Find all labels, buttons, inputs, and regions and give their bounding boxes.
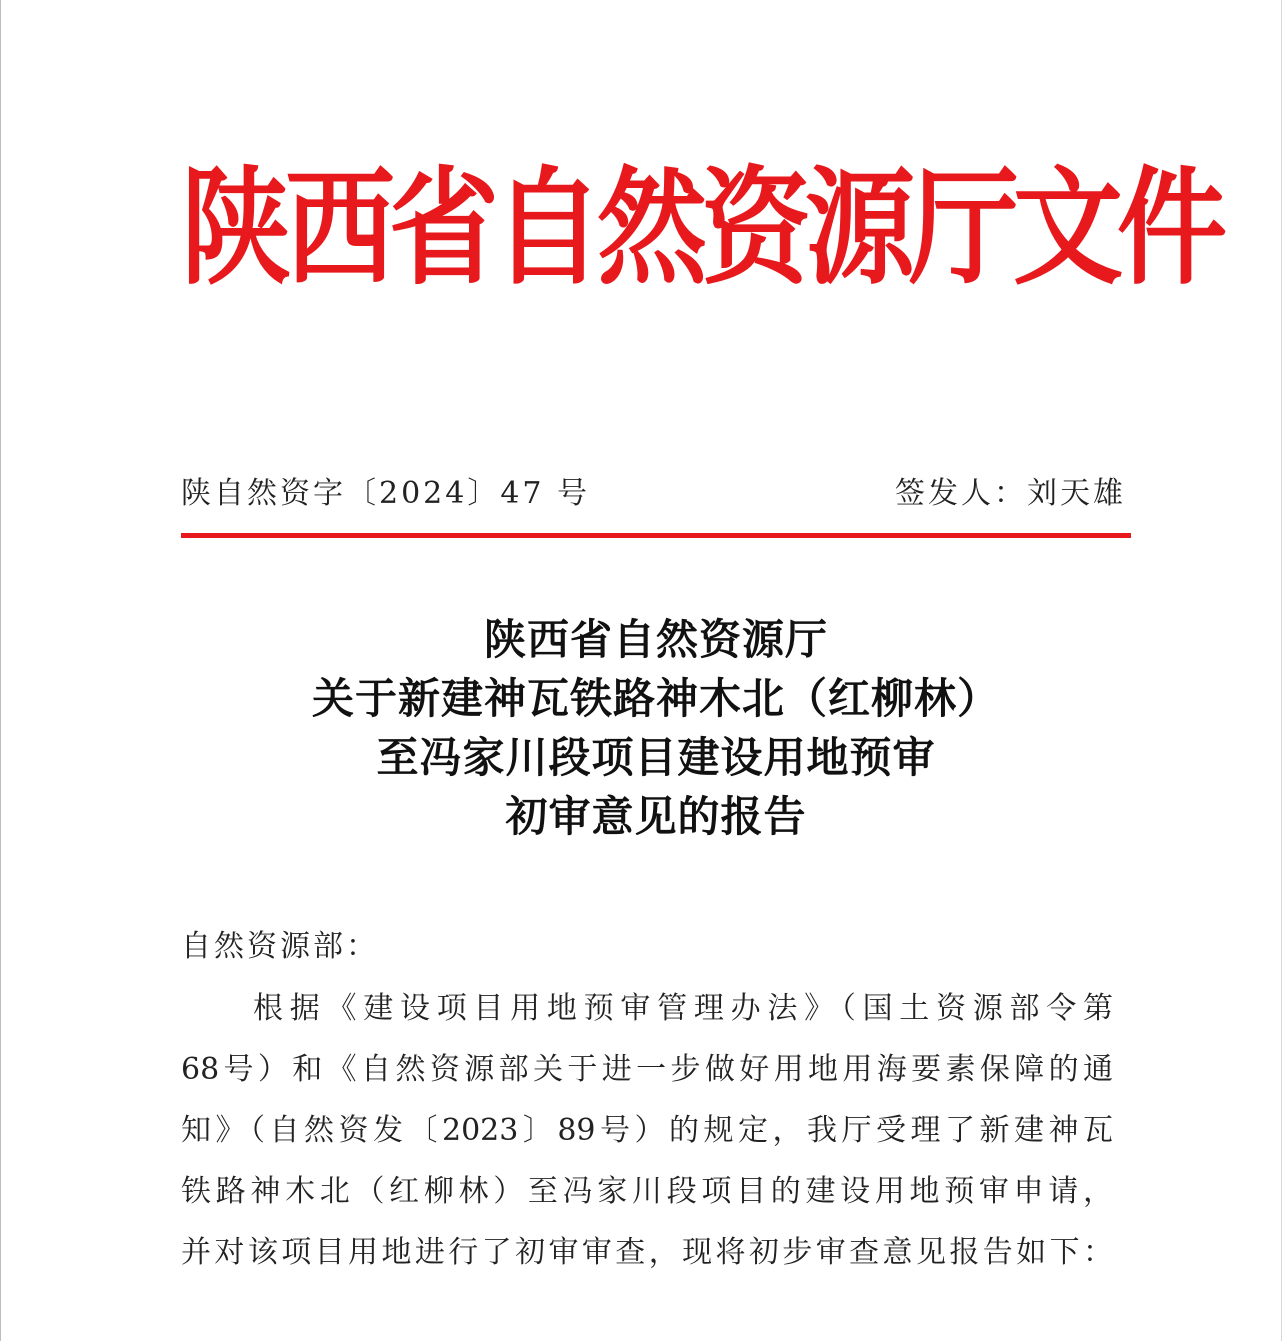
masthead-character: 件 xyxy=(1117,153,1227,302)
masthead-character: 文 xyxy=(1013,153,1123,302)
masthead-character: 源 xyxy=(805,153,915,302)
masthead-title xyxy=(181,153,1227,302)
masthead-character: 陕 xyxy=(181,153,291,302)
paragraph-line: 68号）和《自然资源部关于进一步做好用地用海要素保障的通 xyxy=(181,1052,1113,1087)
red-divider-line xyxy=(181,533,1131,538)
masthead-character: 厅 xyxy=(909,153,1019,302)
paragraph-line: 并对该项目用地进行了初审审查，现将初步审查意见报告如下： xyxy=(181,1235,1113,1270)
paragraph-line: 根据《建设项目用地预审管理办法》（国土资源部令第 xyxy=(253,991,1113,1026)
title-line: 关于新建神瓦铁路神木北（红柳林） xyxy=(311,674,1000,723)
masthead-character: 省 xyxy=(389,153,499,302)
title-line: 至冯家川段项目建设用地预审 xyxy=(376,733,936,782)
masthead-character: 然 xyxy=(597,153,707,302)
masthead-character: 西 xyxy=(285,153,395,302)
document-info-line xyxy=(181,472,1126,516)
salutation: 自然资源部： xyxy=(181,929,379,964)
title-line: 陕西省自然资源厅 xyxy=(483,615,828,664)
report-title xyxy=(181,610,1131,846)
masthead-character: 资 xyxy=(701,153,811,302)
masthead-character: 自 xyxy=(493,153,603,302)
paragraph-line: 知》（自然资发〔2023〕89号）的规定，我厅受理了新建神瓦 xyxy=(181,1113,1113,1148)
title-line: 初审意见的报告 xyxy=(505,792,807,841)
body-paragraph xyxy=(181,981,1113,1286)
paragraph-line: 铁路神木北（红柳林）至冯家川段项目的建设用地预审申请， xyxy=(181,1174,1113,1209)
issuer-signature: 签发人：刘天雄 xyxy=(895,476,1126,511)
document-number: 陕自然资字〔2024〕47 号 xyxy=(181,476,591,511)
